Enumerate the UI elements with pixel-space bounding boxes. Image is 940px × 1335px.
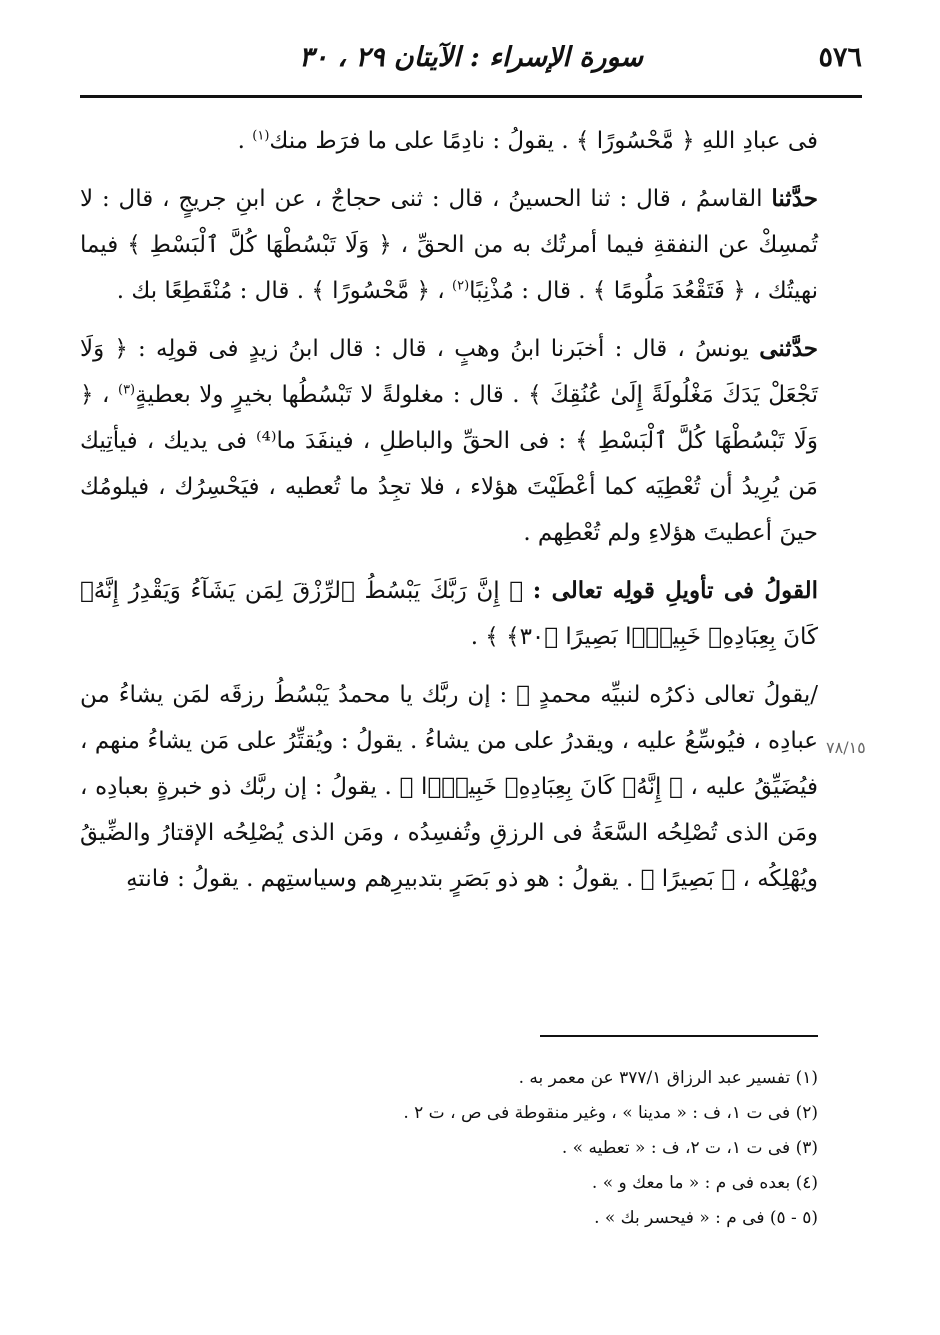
header-rule (80, 95, 862, 98)
footnote-3: (٣) فى ت ١، ت ٢، ف : « تعطيه » . (561, 1138, 818, 1158)
main-text (80, 118, 818, 914)
paragraph-5 (80, 672, 818, 902)
footnote-1: (١) تفسير عبد الرزاق ٣٧٧/١ عن معمر به . (518, 1068, 818, 1088)
margin-reference: ٧٨/١٥ (826, 738, 866, 757)
paragraph-text: فى عبادِ اللهِ ﴿ مَّحْسُورًا ﴾ . يقولُ : نادِمًا على ما فرَط منك (269, 128, 818, 154)
paragraph-text: /يقولُ تعالى ذكرُه لنبيِّه محمدٍ ﷺ : إن ربَّك يا محمدُ يَبْسُطُ رزقَه لمَن يشاءُ من عبادِه ، فيُوسِّعُ عليه ، ويقدرُ على من يشاءُ . يقولُ : ويُقتِّرُ على مَن يشاءُ منهم ، فيُضَيِّقُ عليه ، ﴿ إِنَّهُۥ كَانَ بِعِبَادِهِۦ خَبِيرًۢا ﴾ . يقولُ : إن ربَّك ذو خبرةٍ بعبادِه ، ومَن الذى تُصْلِحُه السَّعَةُ فى الرزقِ وتُفسِدُه ، ومَن الذى يُصْلِحُه الإقتارُ والضِّيقُ ويُهْلِكُه ، ﴿ بَصِيرًا ﴾ . يقولُ : هو ذو بَصَرٍ بتدبيرِهم وسياستِهم . يقولُ : فانتهِ (80, 682, 818, 892)
paragraph-text: يونسُ ، قال : أخبَرنا ابنُ وهبٍ ، قال : قال ابنُ زيدٍ فى قولِه : ﴿ وَلَا تَجْعَلْ يَدَكَ مَغْلُولَةً إِلَىٰ عُنُقِكَ ﴾ . قال : مغلولةً لا تَبْسُطُها بخيرٍ ولا بعطيةٍ (80, 336, 818, 408)
paragraph-tail: ، ﴿ وَلَا تَبْسُطْهَا كُلَّ ٱلْبَسْطِ ﴾ : فى الحقِّ والباطلِ ، فينفَدَ ما⁽⁴⁾ فى يديك ، فيأتِيك مَن يُرِيدُ أن تُعْطِيَه كما أعْطَيْتَ هؤلاء ، فلا تجِدُ ما تُعطيه ، فيَحْسِرُك ، فيلومُك حينَ أعطيتَ هؤلاءِ ولم تُعْطِهم . (80, 382, 818, 546)
running-title: سورة الإسراء : الآيتان ٢٩ ، ٣٠ (298, 42, 644, 73)
footnote-marker: (١) (252, 128, 270, 144)
footnotes (80, 1064, 818, 1239)
footnote-marker: (٢) (452, 278, 470, 294)
footnote-2: (٢) فى ت ١، ف : « مدينا » ، وغير منقوطة فى ص ، ت ٢ . (403, 1103, 818, 1123)
paragraph-3 (80, 326, 818, 556)
paragraph-lead: حدَّثنى (759, 335, 818, 362)
page-number: ٥٧٦ (818, 42, 862, 73)
paragraph-1 (80, 118, 818, 164)
paragraph-tail: ، ﴿ مَّحْسُورًا ﴾ . قال : مُنْقَطِعًا بك . (116, 278, 453, 304)
heading-verse: ﴿ إِنَّ رَبَّكَ يَبْسُطُ ٱلرِّزْقَ لِمَن يَشَآءُ وَيَقْدِرُ إِنَّهُۥ كَانَ بِعِبَادِهِۦ خَبِيرًۢا بَصِيرًا ﴿٣٠﴾ ﴾ . (80, 578, 818, 650)
paragraph-lead: حدَّثنا (771, 185, 818, 212)
paragraph-tail: . (237, 128, 253, 154)
page-header (80, 30, 862, 94)
paragraph-text: القاسمُ ، قال : ثنا الحسينُ ، قال : ثنى حجاجٌ ، عن ابنِ جريجٍ ، قال : لا تُمسِكْ عن النفقةِ فيما أمرتُك به من الحقِّ ، ﴿ وَلَا تَبْسُطْهَا كُلَّ ٱلْبَسْطِ ﴾ فيما نهيتُك ، ﴿ فَتَقْعُدَ مَلُومًا ﴾ . قال : مُذْنِبًا (80, 186, 818, 304)
footnote-rule (540, 1035, 818, 1037)
heading-lead: القولُ فى تأويلِ قولِه تعالى : (532, 577, 818, 604)
paragraph-heading (80, 568, 818, 660)
footnote-marker: (٣) (117, 382, 136, 398)
footnote-5: (٥ - ٥) فى م : « فيحسر بك » . (594, 1208, 818, 1228)
footnote-4: (٤) بعده فى م : « ما معك و » . (591, 1173, 818, 1193)
paragraph-2 (80, 176, 818, 314)
